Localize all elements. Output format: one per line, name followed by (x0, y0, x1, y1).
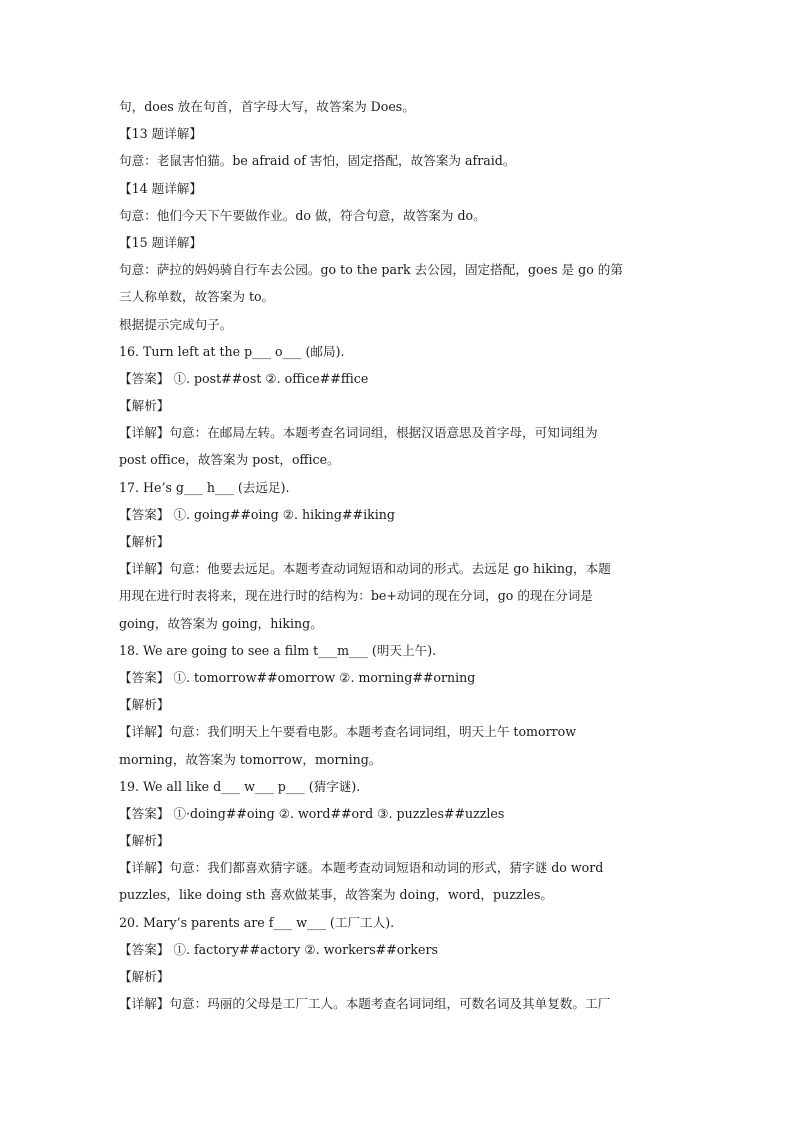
text-line: 【答案】 ①·doing##oing ②. word##ord ③. puzzles##uzzles (119, 805, 505, 821)
text-line: 【答案】 ①. going##oing ②. hiking##iking (119, 506, 395, 522)
text-line: 16. Turn left at the p___ o___ (邮局). (119, 343, 345, 359)
text-line: 20. Mary’s parents are f___ w___ (工厂工人). (119, 914, 395, 930)
text-line: 句意：他们今天下午要做作业。do 做，符合句意，故答案为 do。 (119, 207, 486, 223)
text-line: 【解析】 (119, 534, 170, 549)
text-line: 【详解】句意：在邮局左转。本题考查名词词组，根据汉语意思及首字母，可知词组为 (119, 425, 598, 441)
text-line: 句，does 放在句首，首字母大写，故答案为 Does。 (119, 99, 415, 114)
text-line: 【14 题详解】 (119, 180, 202, 196)
text-line: 【解析】 (119, 398, 170, 414)
text-line: 19. We all like d___ w___ p___ (猜字谜). (119, 778, 361, 794)
text-line: 18. We are going to see a film t___m___ (明天上午). (119, 642, 437, 658)
text-line: 句意：萨拉的妈妈骑自行车去公园。go to the park 去公园，固定搭配，goes 是 go 的第 (119, 262, 623, 278)
text-line: 【详解】句意：他要去远足。本题考查动词短语和动词的形式。去远足 go hiking，本题 (119, 561, 611, 577)
text-line: puzzles，like doing sth 喜欢做某事，故答案为 doing，word，puzzles。 (119, 887, 554, 903)
text-line: post office，故答案为 post，office。 (119, 452, 340, 468)
text-line: 17. He’s g___ h___ (去远足). (119, 479, 290, 495)
text-line: 【15 题详解】 (119, 234, 202, 250)
text-line: 三人称单数，故答案为 to。 (119, 289, 275, 305)
text-line: 用现在进行时表将来，现在进行时的结构为：be+动词的现在分词，go 的现在分词是 (119, 588, 593, 604)
text-line: 【详解】句意：玛丽的父母是工厂工人。本题考查名词词组，可数名词及其单复数。工厂 (119, 996, 611, 1012)
text-line: 句意：老鼠害怕猫。be afraid of 害怕，固定搭配，故答案为 afraid。 (119, 153, 516, 169)
text-line: 【详解】句意：我们明天上午要看电影。本题考查名词词组，明天上午 tomorrow (119, 724, 576, 740)
text-line: 【详解】句意：我们都喜欢猜字谜。本题考查动词短语和动词的形式，猜字谜 do word (119, 860, 604, 876)
text-line: going，故答案为 going，hiking。 (119, 615, 323, 631)
text-line: morning，故答案为 tomorrow，morning。 (119, 751, 382, 767)
text-line: 【答案】 ①. factory##actory ②. workers##orkers (119, 941, 438, 957)
text-line: 【13 题详解】 (119, 126, 202, 142)
text-line: 根据提示完成句子。 (119, 316, 233, 332)
text-line: 【解析】 (119, 969, 170, 984)
text-line: 【答案】 ①. tomorrow##omorrow ②. morning##orning (119, 669, 476, 685)
text-body (119, 93, 679, 1017)
text-line: 【答案】 ①. post##ost ②. office##ffice (119, 370, 369, 386)
text-line: 【解析】 (119, 833, 170, 849)
text-line: 【解析】 (119, 697, 170, 713)
